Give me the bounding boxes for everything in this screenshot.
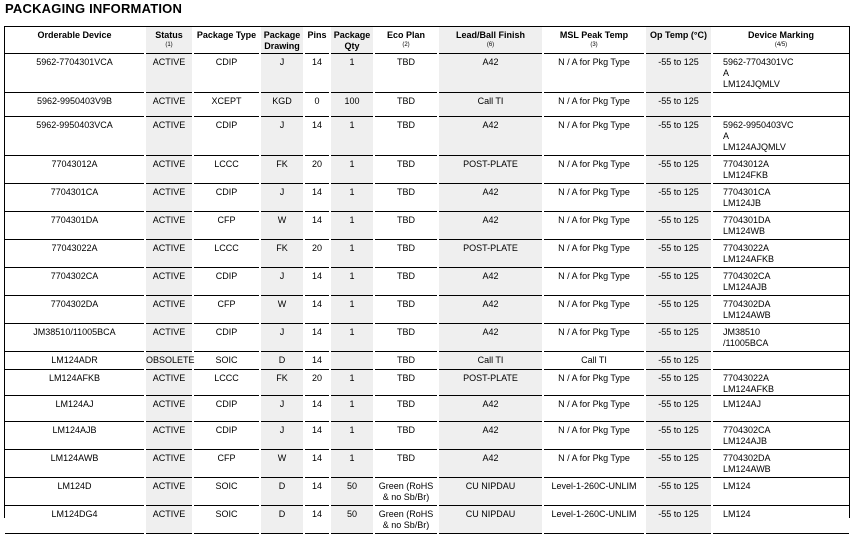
cell-lead-ball-finish: A42: [438, 422, 543, 450]
cell-pins: 20: [304, 370, 330, 396]
cell-device-marking: 7704301CA LM124JB: [712, 184, 849, 212]
cell-package-type: CDIP: [193, 54, 260, 93]
cell-package-drawing: J: [260, 422, 304, 450]
cell-package-drawing: J: [260, 117, 304, 156]
header-label: Status: [155, 30, 183, 40]
cell-status: ACTIVE: [145, 212, 193, 240]
cell-package-qty: 1: [330, 117, 374, 156]
cell-device-marking: 7704302CA LM124AJB: [712, 422, 849, 450]
cell-msl-peak-temp: N / A for Pkg Type: [543, 212, 645, 240]
cell-pins: 0: [304, 93, 330, 117]
header-label: Device Marking: [747, 30, 815, 40]
header-eco-plan: [374, 27, 438, 54]
cell-lead-ball-finish: A42: [438, 268, 543, 296]
cell-device-marking: 5962-7704301VC A LM124JQMLV: [712, 54, 849, 93]
table-header-row: [5, 27, 849, 54]
cell-pins: 14: [304, 450, 330, 478]
cell-eco-plan: TBD: [374, 370, 438, 396]
cell-lead-ball-finish: A42: [438, 324, 543, 352]
cell-device-marking: 77043022A LM124AFKB: [712, 370, 849, 396]
cell-package-drawing: J: [260, 184, 304, 212]
cell-package-qty: 1: [330, 450, 374, 478]
cell-orderable-device: LM124ADR: [5, 352, 145, 370]
header-status: [145, 27, 193, 54]
cell-status: ACTIVE: [145, 396, 193, 422]
cell-msl-peak-temp: N / A for Pkg Type: [543, 296, 645, 324]
cell-device-marking: LM124: [712, 506, 849, 534]
cell-status: ACTIVE: [145, 296, 193, 324]
cell-pins: 14: [304, 478, 330, 506]
cell-package-type: CFP: [193, 296, 260, 324]
cell-pins: 14: [304, 352, 330, 370]
cell-lead-ball-finish: A42: [438, 212, 543, 240]
cell-package-type: SOIC: [193, 352, 260, 370]
cell-device-marking: LM124: [712, 478, 849, 506]
cell-status: ACTIVE: [145, 478, 193, 506]
cell-eco-plan: TBD: [374, 396, 438, 422]
cell-package-qty: 1: [330, 324, 374, 352]
cell-lead-ball-finish: Call TI: [438, 93, 543, 117]
cell-pins: 14: [304, 184, 330, 212]
cell-status: ACTIVE: [145, 117, 193, 156]
cell-status: OBSOLETE: [145, 352, 193, 370]
cell-msl-peak-temp: Call TI: [543, 352, 645, 370]
cell-status: ACTIVE: [145, 54, 193, 93]
cell-pins: 14: [304, 117, 330, 156]
table-row: [5, 93, 849, 117]
cell-op-temp: -55 to 125: [645, 184, 712, 212]
table-row: [5, 156, 849, 184]
cell-orderable-device: 5962-9950403V9B: [5, 93, 145, 117]
cell-orderable-device: 5962-7704301VCA: [5, 54, 145, 93]
table-row: [5, 184, 849, 212]
cell-lead-ball-finish: CU NIPDAU: [438, 478, 543, 506]
cell-eco-plan: TBD: [374, 352, 438, 370]
packaging-table: [5, 27, 849, 534]
cell-msl-peak-temp: N / A for Pkg Type: [543, 156, 645, 184]
table-row: [5, 422, 849, 450]
table-row: [5, 450, 849, 478]
cell-op-temp: -55 to 125: [645, 296, 712, 324]
cell-package-type: CDIP: [193, 117, 260, 156]
cell-eco-plan: Green (RoHS & no Sb/Br): [374, 506, 438, 534]
cell-package-type: LCCC: [193, 156, 260, 184]
cell-package-drawing: J: [260, 396, 304, 422]
cell-msl-peak-temp: N / A for Pkg Type: [543, 396, 645, 422]
header-orderable-device: [5, 27, 145, 54]
page-title: PACKAGING INFORMATION: [5, 1, 183, 16]
cell-package-type: CFP: [193, 212, 260, 240]
cell-eco-plan: TBD: [374, 117, 438, 156]
cell-op-temp: -55 to 125: [645, 352, 712, 370]
cell-op-temp: -55 to 125: [645, 93, 712, 117]
cell-eco-plan: TBD: [374, 54, 438, 93]
cell-eco-plan: TBD: [374, 450, 438, 478]
table-row: [5, 268, 849, 296]
cell-lead-ball-finish: A42: [438, 117, 543, 156]
cell-package-qty: 1: [330, 296, 374, 324]
cell-msl-peak-temp: N / A for Pkg Type: [543, 370, 645, 396]
cell-device-marking: [712, 352, 849, 370]
cell-eco-plan: TBD: [374, 156, 438, 184]
cell-package-qty: 50: [330, 506, 374, 534]
cell-op-temp: -55 to 125: [645, 450, 712, 478]
cell-orderable-device: LM124AJ: [5, 396, 145, 422]
cell-op-temp: -55 to 125: [645, 396, 712, 422]
cell-package-qty: 1: [330, 54, 374, 93]
cell-orderable-device: 77043012A: [5, 156, 145, 184]
cell-op-temp: -55 to 125: [645, 268, 712, 296]
cell-msl-peak-temp: N / A for Pkg Type: [543, 117, 645, 156]
header-package-drawing: [260, 27, 304, 54]
cell-pins: 14: [304, 396, 330, 422]
cell-op-temp: -55 to 125: [645, 156, 712, 184]
cell-op-temp: -55 to 125: [645, 324, 712, 352]
cell-package-qty: 50: [330, 478, 374, 506]
cell-device-marking: [712, 93, 849, 117]
cell-package-type: CDIP: [193, 268, 260, 296]
header-package-qty: [330, 27, 374, 54]
cell-op-temp: -55 to 125: [645, 240, 712, 268]
header-msl-peak-temp: [543, 27, 645, 54]
cell-orderable-device: 7704302DA: [5, 296, 145, 324]
cell-status: ACTIVE: [145, 184, 193, 212]
cell-lead-ball-finish: CU NIPDAU: [438, 506, 543, 534]
cell-pins: 14: [304, 296, 330, 324]
cell-package-drawing: KGD: [260, 93, 304, 117]
cell-package-qty: 1: [330, 156, 374, 184]
cell-package-type: SOIC: [193, 506, 260, 534]
cell-package-drawing: D: [260, 478, 304, 506]
table-body: [5, 54, 849, 534]
header-footnote: (6): [486, 42, 495, 48]
cell-op-temp: -55 to 125: [645, 54, 712, 93]
cell-device-marking: 7704302DA LM124AWB: [712, 296, 849, 324]
header-lead-ball-finish: [438, 27, 543, 54]
cell-status: ACTIVE: [145, 240, 193, 268]
cell-device-marking: 7704302CA LM124AJB: [712, 268, 849, 296]
cell-package-type: CDIP: [193, 324, 260, 352]
table-row: [5, 296, 849, 324]
cell-package-drawing: FK: [260, 156, 304, 184]
cell-msl-peak-temp: N / A for Pkg Type: [543, 324, 645, 352]
cell-package-qty: [330, 352, 374, 370]
cell-pins: 14: [304, 268, 330, 296]
cell-status: ACTIVE: [145, 450, 193, 478]
table-row: [5, 117, 849, 156]
cell-orderable-device: LM124AJB: [5, 422, 145, 450]
cell-lead-ball-finish: A42: [438, 450, 543, 478]
cell-pins: 20: [304, 156, 330, 184]
header-footnote: (4/5): [774, 42, 788, 48]
header-label: Package Type: [196, 30, 257, 40]
cell-pins: 14: [304, 506, 330, 534]
cell-orderable-device: LM124DG4: [5, 506, 145, 534]
cell-msl-peak-temp: N / A for Pkg Type: [543, 240, 645, 268]
cell-package-drawing: FK: [260, 370, 304, 396]
cell-package-type: CFP: [193, 450, 260, 478]
cell-package-drawing: W: [260, 212, 304, 240]
cell-status: ACTIVE: [145, 268, 193, 296]
cell-pins: 14: [304, 422, 330, 450]
cell-device-marking: JM38510 /11005BCA: [712, 324, 849, 352]
cell-package-drawing: J: [260, 54, 304, 93]
cell-pins: 14: [304, 324, 330, 352]
table-row: [5, 478, 849, 506]
cell-op-temp: -55 to 125: [645, 478, 712, 506]
cell-status: ACTIVE: [145, 156, 193, 184]
cell-package-type: CDIP: [193, 184, 260, 212]
cell-orderable-device: LM124AFKB: [5, 370, 145, 396]
cell-orderable-device: 77043022A: [5, 240, 145, 268]
header-pins: [304, 27, 330, 54]
packaging-table-container: [4, 26, 850, 530]
cell-msl-peak-temp: N / A for Pkg Type: [543, 184, 645, 212]
header-label: Orderable Device: [37, 30, 112, 40]
cell-device-marking: 5962-9950403VC A LM124AJQMLV: [712, 117, 849, 156]
cell-eco-plan: TBD: [374, 324, 438, 352]
cell-package-drawing: J: [260, 324, 304, 352]
cell-msl-peak-temp: N / A for Pkg Type: [543, 54, 645, 93]
cell-orderable-device: 5962-9950403VCA: [5, 117, 145, 156]
cell-device-marking: 7704301DA LM124WB: [712, 212, 849, 240]
cell-orderable-device: JM38510/11005BCA: [5, 324, 145, 352]
header-label: Pins: [307, 30, 327, 40]
cell-pins: 20: [304, 240, 330, 268]
header-label: MSL Peak Temp: [559, 30, 629, 40]
cell-lead-ball-finish: A42: [438, 184, 543, 212]
cell-package-type: CDIP: [193, 422, 260, 450]
cell-op-temp: -55 to 125: [645, 422, 712, 450]
cell-package-type: LCCC: [193, 240, 260, 268]
cell-orderable-device: LM124D: [5, 478, 145, 506]
cell-op-temp: -55 to 125: [645, 212, 712, 240]
cell-device-marking: 77043012A LM124FKB: [712, 156, 849, 184]
cell-status: ACTIVE: [145, 506, 193, 534]
cell-device-marking: 7704302DA LM124AWB: [712, 450, 849, 478]
cell-package-type: CDIP: [193, 396, 260, 422]
cell-op-temp: -55 to 125: [645, 117, 712, 156]
table-row: [5, 240, 849, 268]
cell-package-qty: 1: [330, 212, 374, 240]
cell-package-qty: 1: [330, 268, 374, 296]
cell-package-qty: 100: [330, 93, 374, 117]
cell-package-qty: 1: [330, 240, 374, 268]
header-label: Lead/Ball Finish: [455, 30, 525, 40]
header-label: Eco Plan: [386, 30, 425, 40]
table-row: [5, 506, 849, 534]
cell-package-qty: 1: [330, 422, 374, 450]
cell-package-type: LCCC: [193, 370, 260, 396]
cell-lead-ball-finish: A42: [438, 296, 543, 324]
cell-eco-plan: TBD: [374, 184, 438, 212]
cell-package-drawing: J: [260, 268, 304, 296]
cell-lead-ball-finish: POST-PLATE: [438, 240, 543, 268]
table-row: [5, 352, 849, 370]
cell-eco-plan: Green (RoHS & no Sb/Br): [374, 478, 438, 506]
header-label: Op Temp (°C): [650, 30, 707, 40]
cell-msl-peak-temp: N / A for Pkg Type: [543, 450, 645, 478]
cell-package-drawing: FK: [260, 240, 304, 268]
table-row: [5, 324, 849, 352]
cell-msl-peak-temp: N / A for Pkg Type: [543, 93, 645, 117]
header-label: Package Qty: [333, 30, 371, 51]
cell-lead-ball-finish: POST-PLATE: [438, 370, 543, 396]
cell-eco-plan: TBD: [374, 240, 438, 268]
cell-lead-ball-finish: Call TI: [438, 352, 543, 370]
cell-package-type: XCEPT: [193, 93, 260, 117]
cell-orderable-device: 7704301CA: [5, 184, 145, 212]
cell-package-drawing: D: [260, 506, 304, 534]
header-op-temp: [645, 27, 712, 54]
cell-eco-plan: TBD: [374, 296, 438, 324]
header-footnote: (2): [402, 42, 410, 48]
cell-msl-peak-temp: N / A for Pkg Type: [543, 422, 645, 450]
cell-status: ACTIVE: [145, 422, 193, 450]
cell-pins: 14: [304, 212, 330, 240]
cell-lead-ball-finish: A42: [438, 54, 543, 93]
cell-lead-ball-finish: POST-PLATE: [438, 156, 543, 184]
header-footnote: (1): [165, 42, 173, 48]
cell-status: ACTIVE: [145, 370, 193, 396]
cell-orderable-device: 7704302CA: [5, 268, 145, 296]
cell-eco-plan: TBD: [374, 212, 438, 240]
cell-package-drawing: W: [260, 450, 304, 478]
cell-lead-ball-finish: A42: [438, 396, 543, 422]
cell-status: ACTIVE: [145, 93, 193, 117]
cell-device-marking: LM124AJ: [712, 396, 849, 422]
table-row: [5, 370, 849, 396]
cell-device-marking: 77043022A LM124AFKB: [712, 240, 849, 268]
cell-package-qty: 1: [330, 370, 374, 396]
cell-eco-plan: TBD: [374, 268, 438, 296]
table-row: [5, 54, 849, 93]
cell-eco-plan: TBD: [374, 422, 438, 450]
cell-op-temp: -55 to 125: [645, 506, 712, 534]
table-row: [5, 396, 849, 422]
cell-eco-plan: TBD: [374, 93, 438, 117]
cell-msl-peak-temp: Level-1-260C-UNLIM: [543, 478, 645, 506]
cell-package-qty: 1: [330, 396, 374, 422]
cell-package-drawing: D: [260, 352, 304, 370]
header-device-marking: [712, 27, 849, 54]
cell-package-qty: 1: [330, 184, 374, 212]
cell-pins: 14: [304, 54, 330, 93]
cell-status: ACTIVE: [145, 324, 193, 352]
cell-package-drawing: W: [260, 296, 304, 324]
cell-op-temp: -55 to 125: [645, 370, 712, 396]
cell-package-type: SOIC: [193, 478, 260, 506]
header-label: Package Drawing: [263, 30, 301, 51]
cell-msl-peak-temp: Level-1-260C-UNLIM: [543, 506, 645, 534]
header-footnote: (3): [590, 42, 598, 48]
cell-orderable-device: 7704301DA: [5, 212, 145, 240]
header-package-type: [193, 27, 260, 54]
cell-orderable-device: LM124AWB: [5, 450, 145, 478]
cell-msl-peak-temp: N / A for Pkg Type: [543, 268, 645, 296]
table-row: [5, 212, 849, 240]
